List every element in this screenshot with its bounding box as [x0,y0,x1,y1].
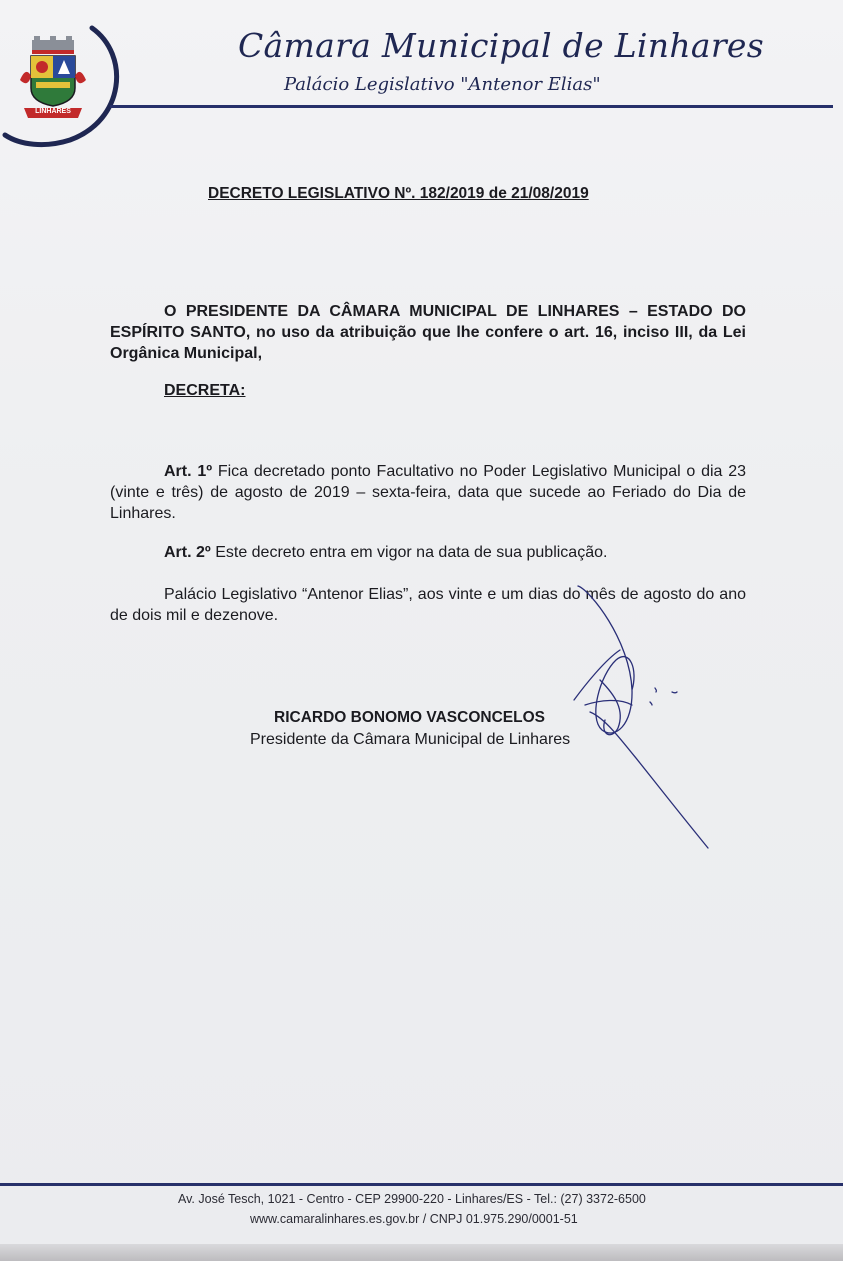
crest-ribbon-label: LINHARES [35,108,71,115]
article-2-text: Este decreto entra em vigor na data de sua publicação. [210,544,608,561]
decree-preamble: O PRESIDENTE DA CÂMARA MUNICIPAL DE LINHARES – ESTADO DO ESPÍRITO SANTO, no uso da atribuição que lhe confere o art. 16, inciso III, da Lei Orgânica Municipal, [110,303,746,362]
footer-contact: www.camaralinhares.es.gov.br / CNPJ 01.975.290/0001-51 [250,1212,578,1226]
institution-subtitle: Palácio Legislativo "Antenor Elias" [284,74,601,95]
decree-title: DECRETO LEGISLATIVO Nº. 182/2019 de 21/08/2019 [208,185,589,202]
signatory-role: Presidente da Câmara Municipal de Linhares [250,731,571,748]
decreta-heading: DECRETA: [164,382,246,399]
article-1 [110,461,746,524]
article-2-label: Art. 2º [164,544,211,561]
footer-address: Av. José Tesch, 1021 - Centro - CEP 29900-220 - Linhares/ES - Tel.: (27) 3372-6500 [178,1192,646,1206]
article-1-text: Fica decretado ponto Facultativo no Poder Legislativo Municipal o dia 23 (vinte e três) de agosto de 2019 – sexta-feira, data que sucede ao Feriado do Dia de Linhares. [110,463,746,522]
header-divider [110,105,833,108]
page-bottom-edge [0,1244,843,1261]
article-2 [110,542,746,563]
footer-divider [0,1183,843,1186]
handwritten-signature [560,580,720,860]
closing-paragraph: Palácio Legislativo “Antenor Elias”, aos vinte e um dias do mês de agosto do ano de dois mil e dezenove. [110,586,746,624]
article-1-label: Art. 1º [164,463,213,480]
signatory-name: RICARDO BONOMO VASCONCELOS [274,709,545,726]
institution-title: Câmara Municipal de Linhares [238,26,764,65]
